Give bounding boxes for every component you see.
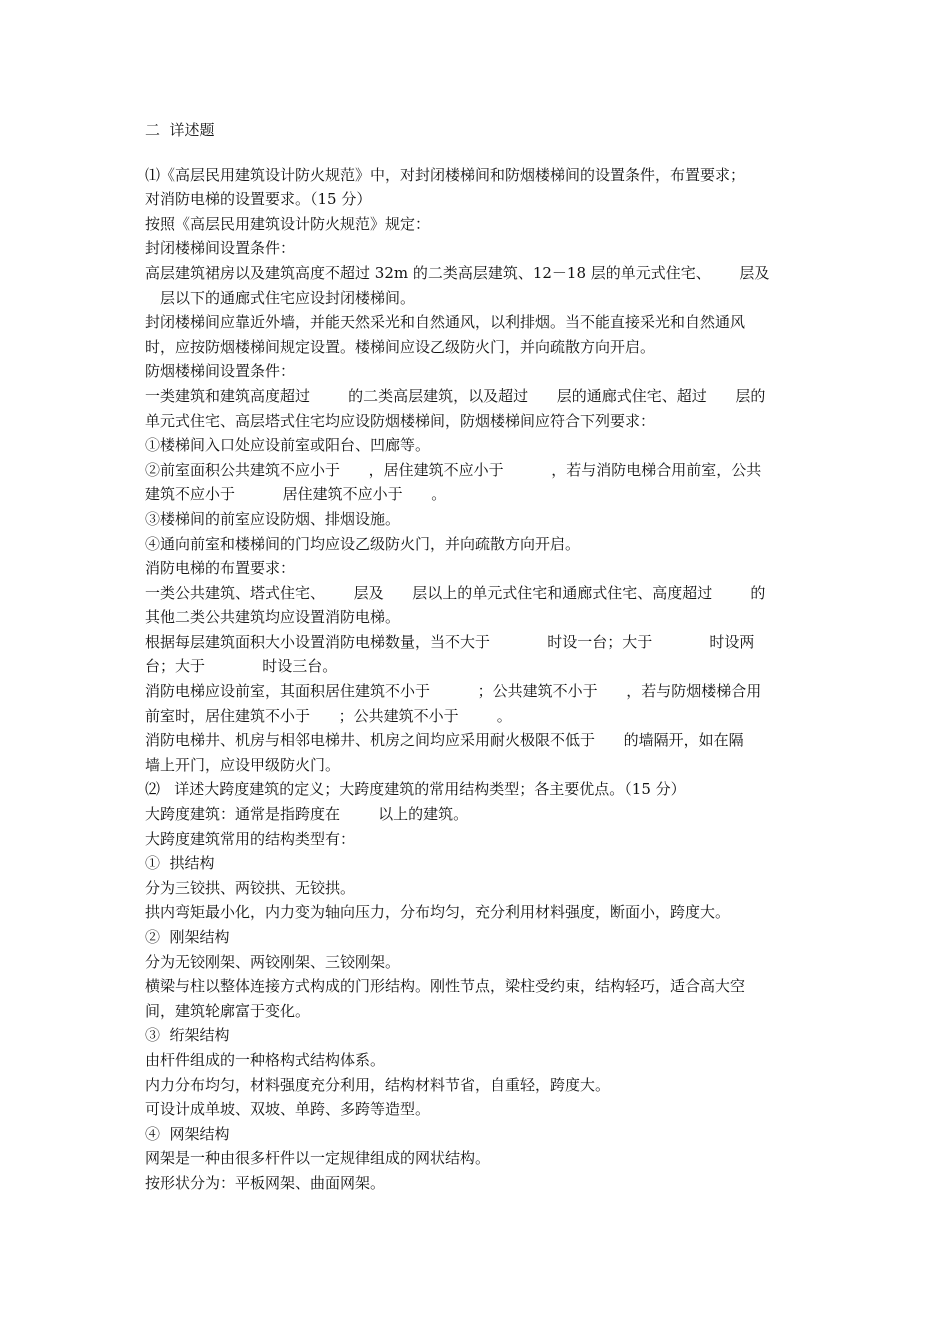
text-line: 按照《高层民用建筑设计防火规范》规定： bbox=[145, 214, 431, 233]
text-line: 可设计成单坡、双坡、单跨、多跨等造型。 bbox=[145, 1100, 431, 1119]
text-line: 封闭楼梯间设置条件： bbox=[145, 239, 296, 258]
text-line: 台；大于 时设三台。 bbox=[145, 657, 338, 676]
text-line: ①楼梯间入口处应设前室或阳台、凹廊等。 bbox=[145, 436, 431, 455]
text-line: 一类公共建筑、塔式住宅、 层及 层以上的单元式住宅和通廊式住宅、高度超过 的 bbox=[145, 583, 766, 602]
section-title: 二 详述题 bbox=[145, 121, 215, 139]
text-line: 按形状分为：平板网架、曲面网架。 bbox=[145, 1173, 386, 1192]
text-line: ② 刚架结构 bbox=[145, 928, 230, 946]
text-line: 层以下的通廊式住宅应设封闭楼梯间。 bbox=[160, 288, 416, 307]
document-page bbox=[145, 118, 810, 1196]
text-line: ① 拱结构 bbox=[145, 854, 215, 873]
text-line: 墙上开门，应设甲级防火门。 bbox=[145, 755, 341, 774]
text-line: 由杆件组成的一种格构式结构体系。 bbox=[145, 1050, 386, 1069]
text-line: 内力分布均匀，材料强度充分利用，结构材料节省，自重轻，跨度大。 bbox=[145, 1075, 611, 1094]
document-body bbox=[145, 163, 810, 1196]
text-line: ⑵ 详述大跨度建筑的定义；大跨度建筑的常用结构类型；各主要优点。（15 分） bbox=[145, 780, 686, 799]
text-line: 间，建筑轮廓富于变化。 bbox=[145, 1001, 311, 1020]
text-line: 一类建筑和建筑高度超过 的二类高层建筑，以及超过 层的通廊式住宅、超过 层的 bbox=[145, 386, 766, 405]
text-line: 大跨度建筑：通常是指跨度在 以上的建筑。 bbox=[145, 805, 469, 824]
text-line: 分为无铰刚架、两铰刚架、三铰刚架。 bbox=[145, 952, 401, 971]
text-line: 时，应按防烟楼梯间规定设置。楼梯间应设乙级防火门，并向疏散方向开启。 bbox=[145, 337, 656, 356]
text-line: 单元式住宅、高层塔式住宅均应设防烟楼梯间，防烟楼梯间应符合下列要求： bbox=[145, 411, 656, 430]
text-line: ④ 网架结构 bbox=[145, 1124, 230, 1143]
text-line: ③楼梯间的前室应设防烟、排烟设施。 bbox=[145, 509, 401, 528]
text-line: ⑴《高层民用建筑设计防火规范》中，对封闭楼梯间和防烟楼梯间的设置条件，布置要求； bbox=[145, 165, 746, 184]
text-line: 拱内弯矩最小化，内力变为轴向压力，分布均匀，充分利用材料强度，断面小，跨度大。 bbox=[145, 903, 731, 922]
text-line: ③ 绗架结构 bbox=[145, 1026, 230, 1045]
text-line: 高层建筑裙房以及建筑高度不超过 32m 的二类高层建筑、12－18 层的单元式住宅、 层及 bbox=[145, 263, 770, 282]
text-line: 封闭楼梯间应靠近外墙，并能天然采光和自然通风，以利排烟。当不能直接采光和自然通风 bbox=[145, 313, 746, 332]
text-line: 横梁与柱以整体连接方式构成的门形结构。刚性节点，梁柱受约束，结构轻巧，适合高大空 bbox=[145, 977, 746, 996]
text-line: 建筑不应小于 居住建筑不应小于 。 bbox=[145, 485, 447, 504]
text-line: 前室时，居住建筑不小于 ；公共建筑不小于 。 bbox=[145, 706, 512, 725]
text-line: 防烟楼梯间设置条件： bbox=[145, 362, 296, 381]
text-line: 对消防电梯的设置要求。（15 分） bbox=[145, 190, 372, 209]
text-line: 大跨度建筑常用的结构类型有： bbox=[145, 829, 356, 848]
text-line: ②前室面积公共建筑不应小于 ，居住建筑不应小于 ，若与消防电梯合用前室，公共 bbox=[145, 460, 762, 479]
text-line: 根据每层建筑面积大小设置消防电梯数量，当不大于 时设一台；大于 时设两 bbox=[145, 632, 755, 651]
text-line: 消防电梯应设前室，其面积居住建筑不小于 ；公共建筑不小于 ，若与防烟楼梯合用 bbox=[145, 682, 762, 701]
text-line: ④通向前室和楼梯间的门均应设乙级防火门，并向疏散方向开启。 bbox=[145, 534, 581, 553]
text-line: 消防电梯井、机房与相邻电梯井、机房之间均应采用耐火极限不低于 的墙隔开，如在隔 bbox=[145, 731, 744, 750]
text-line: 网架是一种由很多杆件以一定规律组成的网状结构。 bbox=[145, 1149, 491, 1168]
text-line: 分为三铰拱、两铰拱、无铰拱。 bbox=[145, 878, 356, 897]
text-line: 消防电梯的布置要求： bbox=[145, 559, 296, 578]
text-line: 其他二类公共建筑均应设置消防电梯。 bbox=[145, 608, 401, 627]
